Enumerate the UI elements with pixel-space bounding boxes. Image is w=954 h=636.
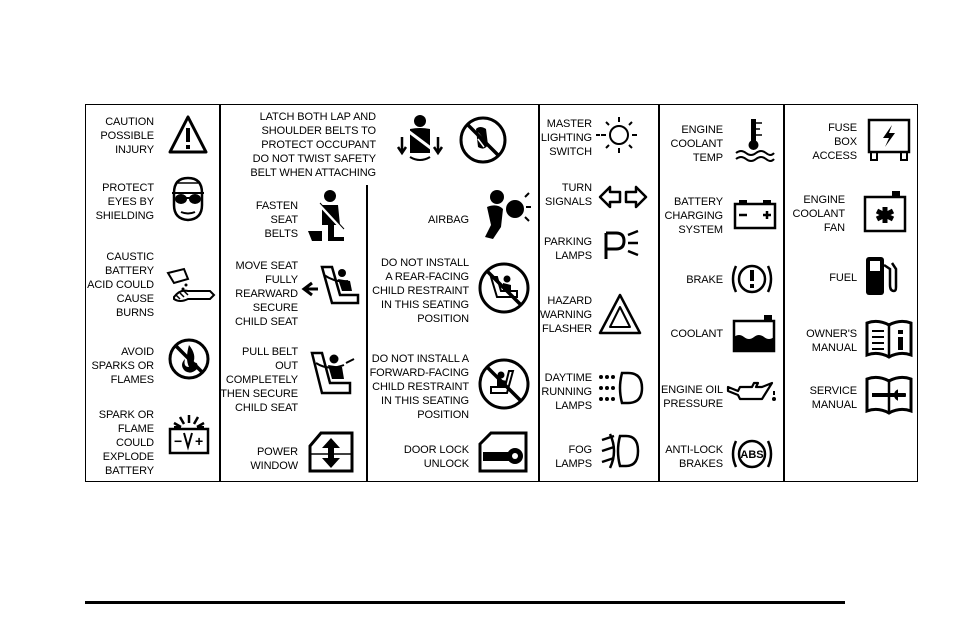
- engine-coolant-fan-label: ENGINE COOLANT FAN: [792, 194, 845, 234]
- power-window-icon: [307, 430, 355, 474]
- no-twist-belt-icon: [458, 115, 508, 165]
- anti-lock-label: ANTI-LOCK BRAKES: [665, 444, 723, 470]
- no-forward-facing-seat-icon: [477, 357, 531, 411]
- coolant-label: COOLANT: [670, 328, 723, 340]
- bottom-rule: [85, 601, 845, 604]
- move-seat-label: MOVE SEAT FULLY REARWARD SECURE CHILD SEAT: [235, 260, 298, 328]
- parking-lamps-label: PARKING LAMPS: [544, 236, 592, 262]
- face-shield-icon: [166, 175, 210, 223]
- no-flames-icon: [167, 337, 211, 381]
- daytime-running-lamp-icon: [598, 371, 644, 405]
- battery-icon: [733, 198, 777, 230]
- airbag-label: AIRBAG: [428, 214, 469, 226]
- fuse-box-label: FUSE BOX ACCESS: [812, 122, 857, 162]
- brake-warning-icon: [730, 260, 774, 298]
- owners-manual-label: OWNER'S MANUAL: [806, 328, 857, 354]
- spark-explode-label: SPARK OR FLAME COULD EXPLODE BATTERY: [98, 409, 154, 477]
- no-rear-facing-seat-icon: [477, 261, 531, 315]
- master-lighting-label: MASTER LIGHTING SWITCH: [540, 118, 592, 158]
- daytime-lamps-label: DAYTIME RUNNING LAMPS: [541, 372, 592, 412]
- hazard-flasher-label: HAZARD WARNING FLASHER: [539, 295, 592, 335]
- avoid-sparks-label: AVOID SPARKS OR FLAMES: [91, 346, 154, 386]
- airbag-icon: [479, 187, 531, 239]
- fasten-belts-label: FASTEN SEAT BELTS: [255, 200, 298, 240]
- acid-burn-hand-icon: [166, 267, 216, 307]
- caution-triangle-icon: [168, 115, 208, 155]
- belt-latch-icon: [394, 113, 446, 165]
- latch-belts-label: LATCH BOTH LAP AND SHOULDER BELTS TO PROTECT OCCUPANT DO NOT TWIST SAFETY BELT WHEN ATTACHING: [250, 111, 376, 179]
- pull-belt-label: PULL BELT OUT COMPLETELY THEN SECURE CHILD SEAT: [220, 346, 298, 414]
- battery-explosion-icon: [166, 413, 212, 457]
- column-divider-5: [783, 105, 785, 481]
- service-manual-book-icon: [864, 375, 914, 415]
- fuse-box-icon: [866, 117, 912, 163]
- lighting-switch-icon: [596, 113, 642, 163]
- coolant-fan-icon: [862, 189, 910, 233]
- column-divider-4: [658, 105, 660, 481]
- owners-manual-book-icon: [864, 319, 914, 359]
- column-divider-1: [219, 105, 221, 481]
- fuel-label: FUEL: [829, 272, 857, 284]
- seatbelt-icon: [304, 189, 350, 243]
- turn-signals-label: TURN SIGNALS: [545, 182, 592, 208]
- abs-text: ABS: [740, 449, 764, 461]
- fog-lamps-label: FOG LAMPS: [555, 444, 592, 470]
- door-key-icon: [477, 430, 529, 474]
- engine-coolant-temp-label: ENGINE COOLANT TEMP: [670, 124, 723, 164]
- service-manual-label: SERVICE MANUAL: [809, 385, 857, 411]
- battery-charging-label: BATTERY CHARGING SYSTEM: [664, 196, 723, 236]
- oil-can-icon: [726, 379, 778, 409]
- hazard-triangle-icon: [598, 293, 642, 335]
- coolant-reservoir-icon: [730, 313, 778, 353]
- protect-eyes-label: PROTECT EYES BY SHIELDING: [95, 182, 154, 222]
- brake-label: BRAKE: [686, 274, 723, 286]
- engine-oil-label: ENGINE OIL PRESSURE: [661, 384, 723, 410]
- power-window-label: POWER WINDOW: [250, 446, 298, 472]
- pull-belt-child-seat-icon: [306, 349, 358, 403]
- vehicle-symbols-chart: [85, 104, 918, 482]
- fog-lamp-icon: [600, 432, 640, 470]
- caution-label: CAUTION POSSIBLE INJURY: [100, 116, 154, 156]
- move-seat-rearward-icon: [302, 261, 364, 313]
- door-lock-label: DOOR LOCK UNLOCK: [403, 444, 469, 470]
- column-divider-3: [538, 105, 540, 481]
- parking-lamp-icon: [602, 229, 640, 263]
- abs-warning-icon: [730, 435, 774, 473]
- coolant-temperature-icon: [734, 117, 774, 163]
- battery-plus-sign: +: [195, 433, 204, 449]
- turn-signal-arrows-icon: [598, 185, 648, 209]
- caustic-acid-label: CAUSTIC BATTERY ACID COULD CAUSE BURNS: [87, 251, 154, 319]
- no-forward-facing-label: DO NOT INSTALL A FORWARD-FACING CHILD RESTRAINT IN THIS SEATING POSITION: [369, 353, 469, 421]
- battery-minus-sign: −: [174, 433, 183, 449]
- fuel-pump-icon: [862, 255, 898, 297]
- column-divider-2: [366, 185, 368, 481]
- no-rear-facing-label: DO NOT INSTALL A REAR-FACING CHILD RESTRAINT IN THIS SEATING POSITION: [372, 257, 469, 325]
